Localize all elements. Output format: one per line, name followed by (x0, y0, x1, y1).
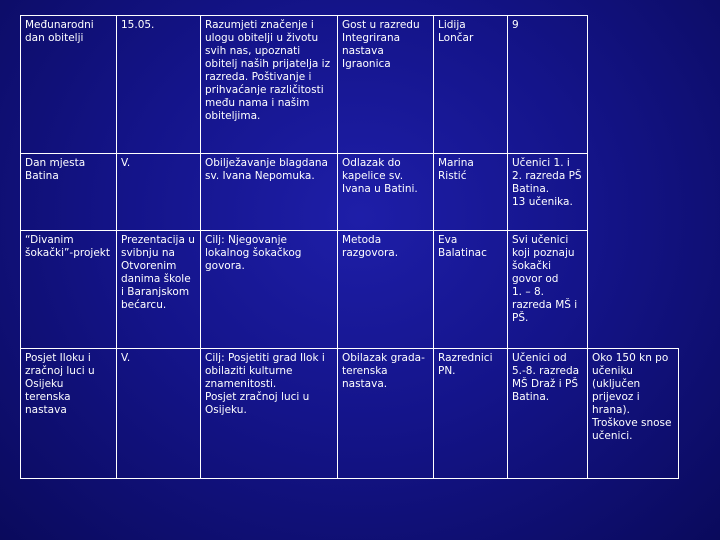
lead-cell: Eva Balatinac (434, 231, 508, 349)
participants-cell: Učenici od 5.-8. razreda MŠ Draž i PŠ Batina. (508, 349, 588, 479)
date-cell: V. (117, 349, 201, 479)
table-row (21, 349, 679, 479)
method-cell: Odlazak do kapelice sv. Ivana u Batini. (338, 154, 434, 231)
goal-cell: Cilj: Njegovanje lokalnog šokačkog govora. (201, 231, 338, 349)
table-row (21, 231, 679, 349)
activity-cell: Međunarodni dan obitelji (21, 16, 117, 154)
goal-cell: Cilj: Posjetiti grad Ilok i obilaziti kulturne znamenitosti. Posjet zračnoj luci u Osijeku. (201, 349, 338, 479)
date-cell: V. (117, 154, 201, 231)
table-row (21, 16, 679, 154)
participants-cell: Svi učenici koji poznaju šokački govor od 1. – 8. razreda MŠ i PŠ. (508, 231, 588, 349)
activities-table (20, 15, 679, 479)
date-cell: Prezentacija u svibnju na Otvorenim danima škole i Baranjskom bećarcu. (117, 231, 201, 349)
participants-cell: Učenici 1. i 2. razreda PŠ Batina. 13 učenika. (508, 154, 588, 231)
table-row (21, 154, 679, 231)
lead-cell: Razrednici PN. (434, 349, 508, 479)
method-cell: Obilazak grada-terenska nastava. (338, 349, 434, 479)
method-cell: Metoda razgovora. (338, 231, 434, 349)
activity-cell: Dan mjesta Batina (21, 154, 117, 231)
date-cell: 15.05. (117, 16, 201, 154)
goal-cell: Obilježavanje blagdana sv. Ivana Nepomuka. (201, 154, 338, 231)
participants-cell: 9 (508, 16, 588, 154)
activity-cell: Posjet Iloku i zračnoj luci u Osijeku terenska nastava (21, 349, 117, 479)
cost-cell-empty (588, 231, 679, 349)
lead-cell: Marina Ristić (434, 154, 508, 231)
cost-cell-empty (588, 154, 679, 231)
lead-cell: Lidija Lončar (434, 16, 508, 154)
goal-cell: Razumjeti značenje i ulogu obitelji u životu svih nas, upoznati obitelj naših prijatelja iz razreda. Poštivanje i prihvaćanje različitosti među nama i našim obiteljima. (201, 16, 338, 154)
activity-cell: “Divanim šokački”-projekt (21, 231, 117, 349)
method-cell: Gost u razredu Integrirana nastava Igraonica (338, 16, 434, 154)
cost-cell: Oko 150 kn po učeniku (uključen prijevoz i hrana). Troškove snose učenici. (588, 349, 679, 479)
cost-cell-empty (588, 16, 679, 154)
